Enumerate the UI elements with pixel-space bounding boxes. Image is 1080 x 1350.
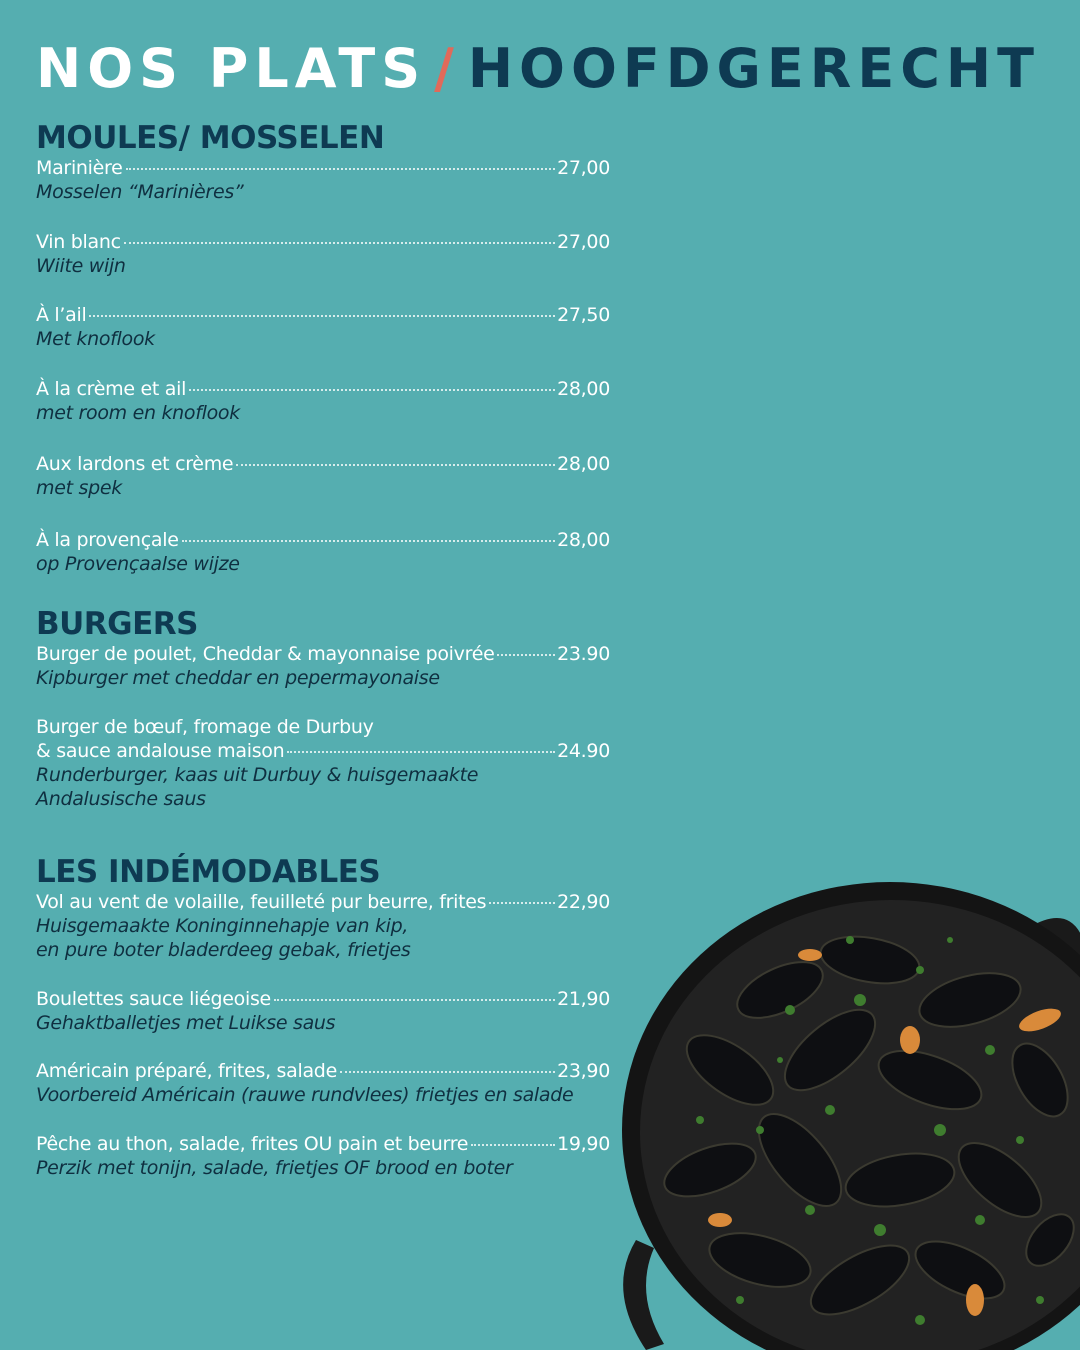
dot-leader xyxy=(236,463,555,466)
page-title xyxy=(36,38,1040,100)
item-description: Perzik met tonijn, salade, frietjes OF brood en boter xyxy=(36,1156,513,1179)
item-price: 27,00 xyxy=(557,230,610,253)
menu-item xyxy=(36,1132,610,1181)
item-description: Runderburger, kaas uit Durbuy & huisgemaakte xyxy=(36,763,479,786)
menu-item xyxy=(36,528,610,577)
item-description: Gehaktballetjes met Luikse saus xyxy=(36,1011,336,1034)
menu-item xyxy=(36,230,610,279)
menu-item xyxy=(36,987,610,1036)
item-description: Kipburger met cheddar en pepermayonaise xyxy=(36,667,440,689)
item-name: Pêche au thon, salade, frites OU pain et beurre xyxy=(36,1132,469,1155)
section-title: BURGERS xyxy=(36,606,198,642)
item-description: en pure boter bladerdeeg gebak, frietjes xyxy=(36,939,411,961)
dot-leader xyxy=(340,1070,555,1073)
item-description: Mosselen “Marinières” xyxy=(36,181,244,203)
item-description: Andalusische saus xyxy=(36,788,206,810)
menu-item xyxy=(36,156,610,205)
item-name: Américain préparé, frites, salade xyxy=(36,1060,337,1082)
item-name: Vol au vent de volaille, feuilleté pur beurre, frites xyxy=(36,890,487,913)
item-price: 28,00 xyxy=(557,377,610,400)
dot-leader xyxy=(124,241,555,244)
item-name: À la crème et ail xyxy=(36,377,187,400)
item-name: Aux lardons et crème xyxy=(36,453,234,475)
dot-leader xyxy=(89,314,555,317)
item-price: 27,00 xyxy=(557,157,610,179)
item-price: 19,90 xyxy=(557,1132,610,1155)
section-burgers xyxy=(36,606,610,812)
item-name: Burger de poulet, Cheddar & mayonnaise poivrée xyxy=(36,643,495,665)
menu-item xyxy=(36,1059,610,1108)
section-title: MOULES/ MOSSELEN xyxy=(36,120,385,156)
item-price: 28,00 xyxy=(557,453,610,475)
menu-list xyxy=(36,120,610,1180)
item-name: Boulettes sauce liégeoise xyxy=(36,987,271,1010)
item-description: Met knoflook xyxy=(36,328,155,350)
title-slash: / xyxy=(434,37,454,100)
title-part-1: NOS PLATS xyxy=(36,37,427,100)
item-price: 23.90 xyxy=(557,643,610,665)
item-description: Huisgemaakte Koninginnehapje van kip, xyxy=(36,914,409,937)
menu-item xyxy=(36,890,610,963)
menu-item xyxy=(36,377,610,426)
item-name: Marinière xyxy=(36,157,123,179)
item-description: op Provençaalse wijze xyxy=(36,552,240,575)
item-description: met spek xyxy=(36,477,122,499)
mussels-pot-photo xyxy=(620,880,1080,1350)
dot-leader xyxy=(287,750,555,753)
dot-leader xyxy=(274,998,555,1001)
section-indemodables xyxy=(36,854,610,1181)
item-description: Voorbereid Américain (rauwe rundvlees) frietjes en salade xyxy=(36,1084,574,1106)
item-name-first-line: Burger de bœuf, fromage de Durbuy xyxy=(36,715,374,738)
dot-leader xyxy=(182,539,555,542)
item-description: met room en knoflook xyxy=(36,401,240,424)
item-description: Wiite wijn xyxy=(36,254,126,277)
section-moules xyxy=(36,120,610,576)
dot-leader xyxy=(189,388,555,391)
item-price: 21,90 xyxy=(557,987,610,1010)
item-price: 28,00 xyxy=(557,528,610,551)
dot-leader xyxy=(497,653,555,656)
dot-leader xyxy=(471,1143,555,1146)
pot-handle xyxy=(623,1240,664,1350)
item-price: 27,50 xyxy=(557,304,610,326)
dot-leader xyxy=(126,167,556,170)
item-price: 24.90 xyxy=(557,739,610,762)
item-name: À l’ail xyxy=(36,304,87,326)
section-title: LES INDÉMODABLES xyxy=(36,853,381,890)
menu-item xyxy=(36,715,610,812)
item-name: Vin blanc xyxy=(36,230,121,253)
item-name: À la provençale xyxy=(36,528,179,551)
menu-item xyxy=(36,303,610,352)
dot-leader xyxy=(489,901,555,904)
item-price: 22,90 xyxy=(557,890,610,913)
menu-item xyxy=(36,452,610,501)
item-price: 23,90 xyxy=(557,1060,610,1082)
title-part-2: HOOFDGERECHT xyxy=(467,37,1040,100)
menu-item xyxy=(36,642,610,691)
item-name: & sauce andalouse maison xyxy=(36,739,285,762)
